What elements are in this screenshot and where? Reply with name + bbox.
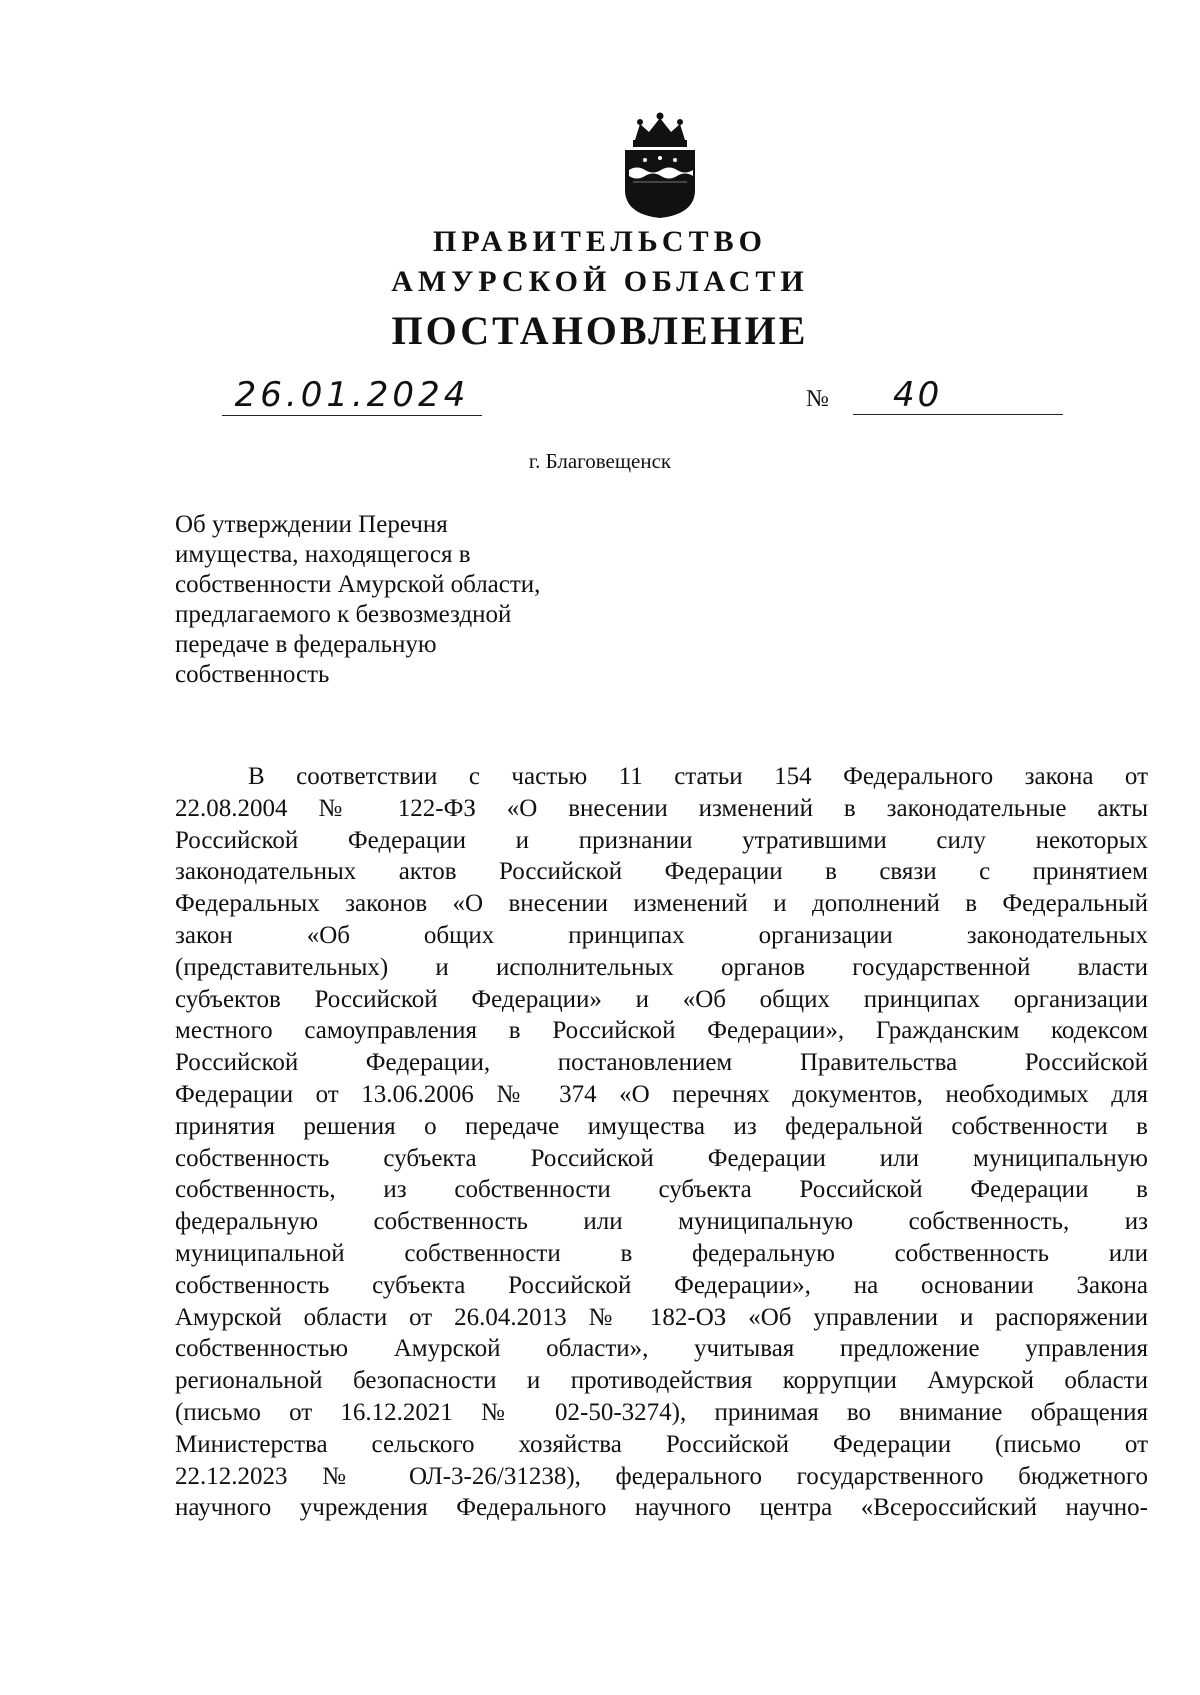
body-line: В соответствии с частью 11 статьи 154 Федерального закона от [248, 763, 1148, 790]
coat-of-arms-emblem [615, 110, 705, 220]
body-line: 22.12.2023 № ОЛ-3-26/31238), федерального государственного бюджетного [175, 1462, 1148, 1490]
city-name: г. Благовещенск [528, 449, 672, 473]
body-line: Федеральных законов «О внесении изменений и дополнений в Федеральный [175, 890, 1148, 918]
subject-line: собственность [175, 661, 330, 688]
body-line: Амурской области от 26.04.2013 № 182-ОЗ «Об управлении и распоряжении [175, 1303, 1148, 1331]
subject-line: предлагаемого к безвозмездной [175, 601, 512, 628]
number-label: № [806, 386, 829, 412]
body-line: Федерации от 13.06.2006 № 374 «О перечнях документов, необходимых для [175, 1080, 1148, 1108]
body-line: закон «Об общих принципах организации законодательных [175, 921, 1148, 949]
body-line: законодательных актов Российской Федерации в связи с принятием [175, 858, 1148, 886]
body-line: принятия решения о передаче имущества из федеральной собственности в [175, 1112, 1148, 1140]
body-line: (представительных) и исполнительных органов государственной власти [175, 953, 1148, 981]
body-line: Российской Федерации и признании утратившими силу некоторых [175, 826, 1148, 854]
organization-name-line2: АМУРСКОЙ ОБЛАСТИ [391, 265, 809, 298]
document-type-title: ПОСТАНОВЛЕНИЕ [391, 308, 809, 353]
handwritten-document-number: 40 [853, 375, 1063, 415]
subject-line: Об утверждении Перечня [175, 511, 448, 538]
subject-line: собственности Амурской области, [175, 571, 541, 598]
body-line: (письмо от 16.12.2021 № 02-50-3274), принимая во внимание обращения [175, 1398, 1148, 1426]
body-line: собственность, из собственности субъекта Российской Федерации в [175, 1176, 1148, 1204]
body-line: федеральную собственность или муниципальную собственность, из [175, 1208, 1148, 1236]
body-line: Российской Федерации, постановлением Правительства Российской [175, 1049, 1148, 1077]
body-line: собственность субъекта Российской Федерации», на основании Закона [175, 1271, 1148, 1299]
document-subject [175, 510, 645, 690]
body-line: собственностью Амурской области», учитывая предложение управления [175, 1335, 1148, 1363]
body-line: 22.08.2004 № 122-ФЗ «О внесении изменений в законодательные акты [175, 794, 1148, 822]
subject-line: имущества, находящегося в [175, 541, 471, 568]
document-body [175, 761, 1148, 1524]
organization-name-line1: ПРАВИТЕЛЬСТВО [433, 225, 767, 258]
body-line: собственность субъекта Российской Федерации или муниципальную [175, 1144, 1148, 1172]
body-line: Министерства сельского хозяйства Российской Федерации (письмо от [175, 1430, 1148, 1458]
body-line: субъектов Российской Федерации» и «Об общих принципах организации [175, 985, 1148, 1013]
body-line: муниципальной собственности в федеральную собственность или [175, 1239, 1148, 1267]
body-line: научного учреждения Федерального научного центра «Всероссийский научно- [175, 1494, 1148, 1522]
body-line: региональной безопасности и противодействия коррупции Амурской области [175, 1367, 1148, 1395]
handwritten-date: 26.01.2024 [222, 375, 482, 416]
subject-line: передаче в федеральную [175, 631, 437, 658]
body-line: местного самоуправления в Российской Федерации», Гражданским кодексом [175, 1017, 1148, 1045]
